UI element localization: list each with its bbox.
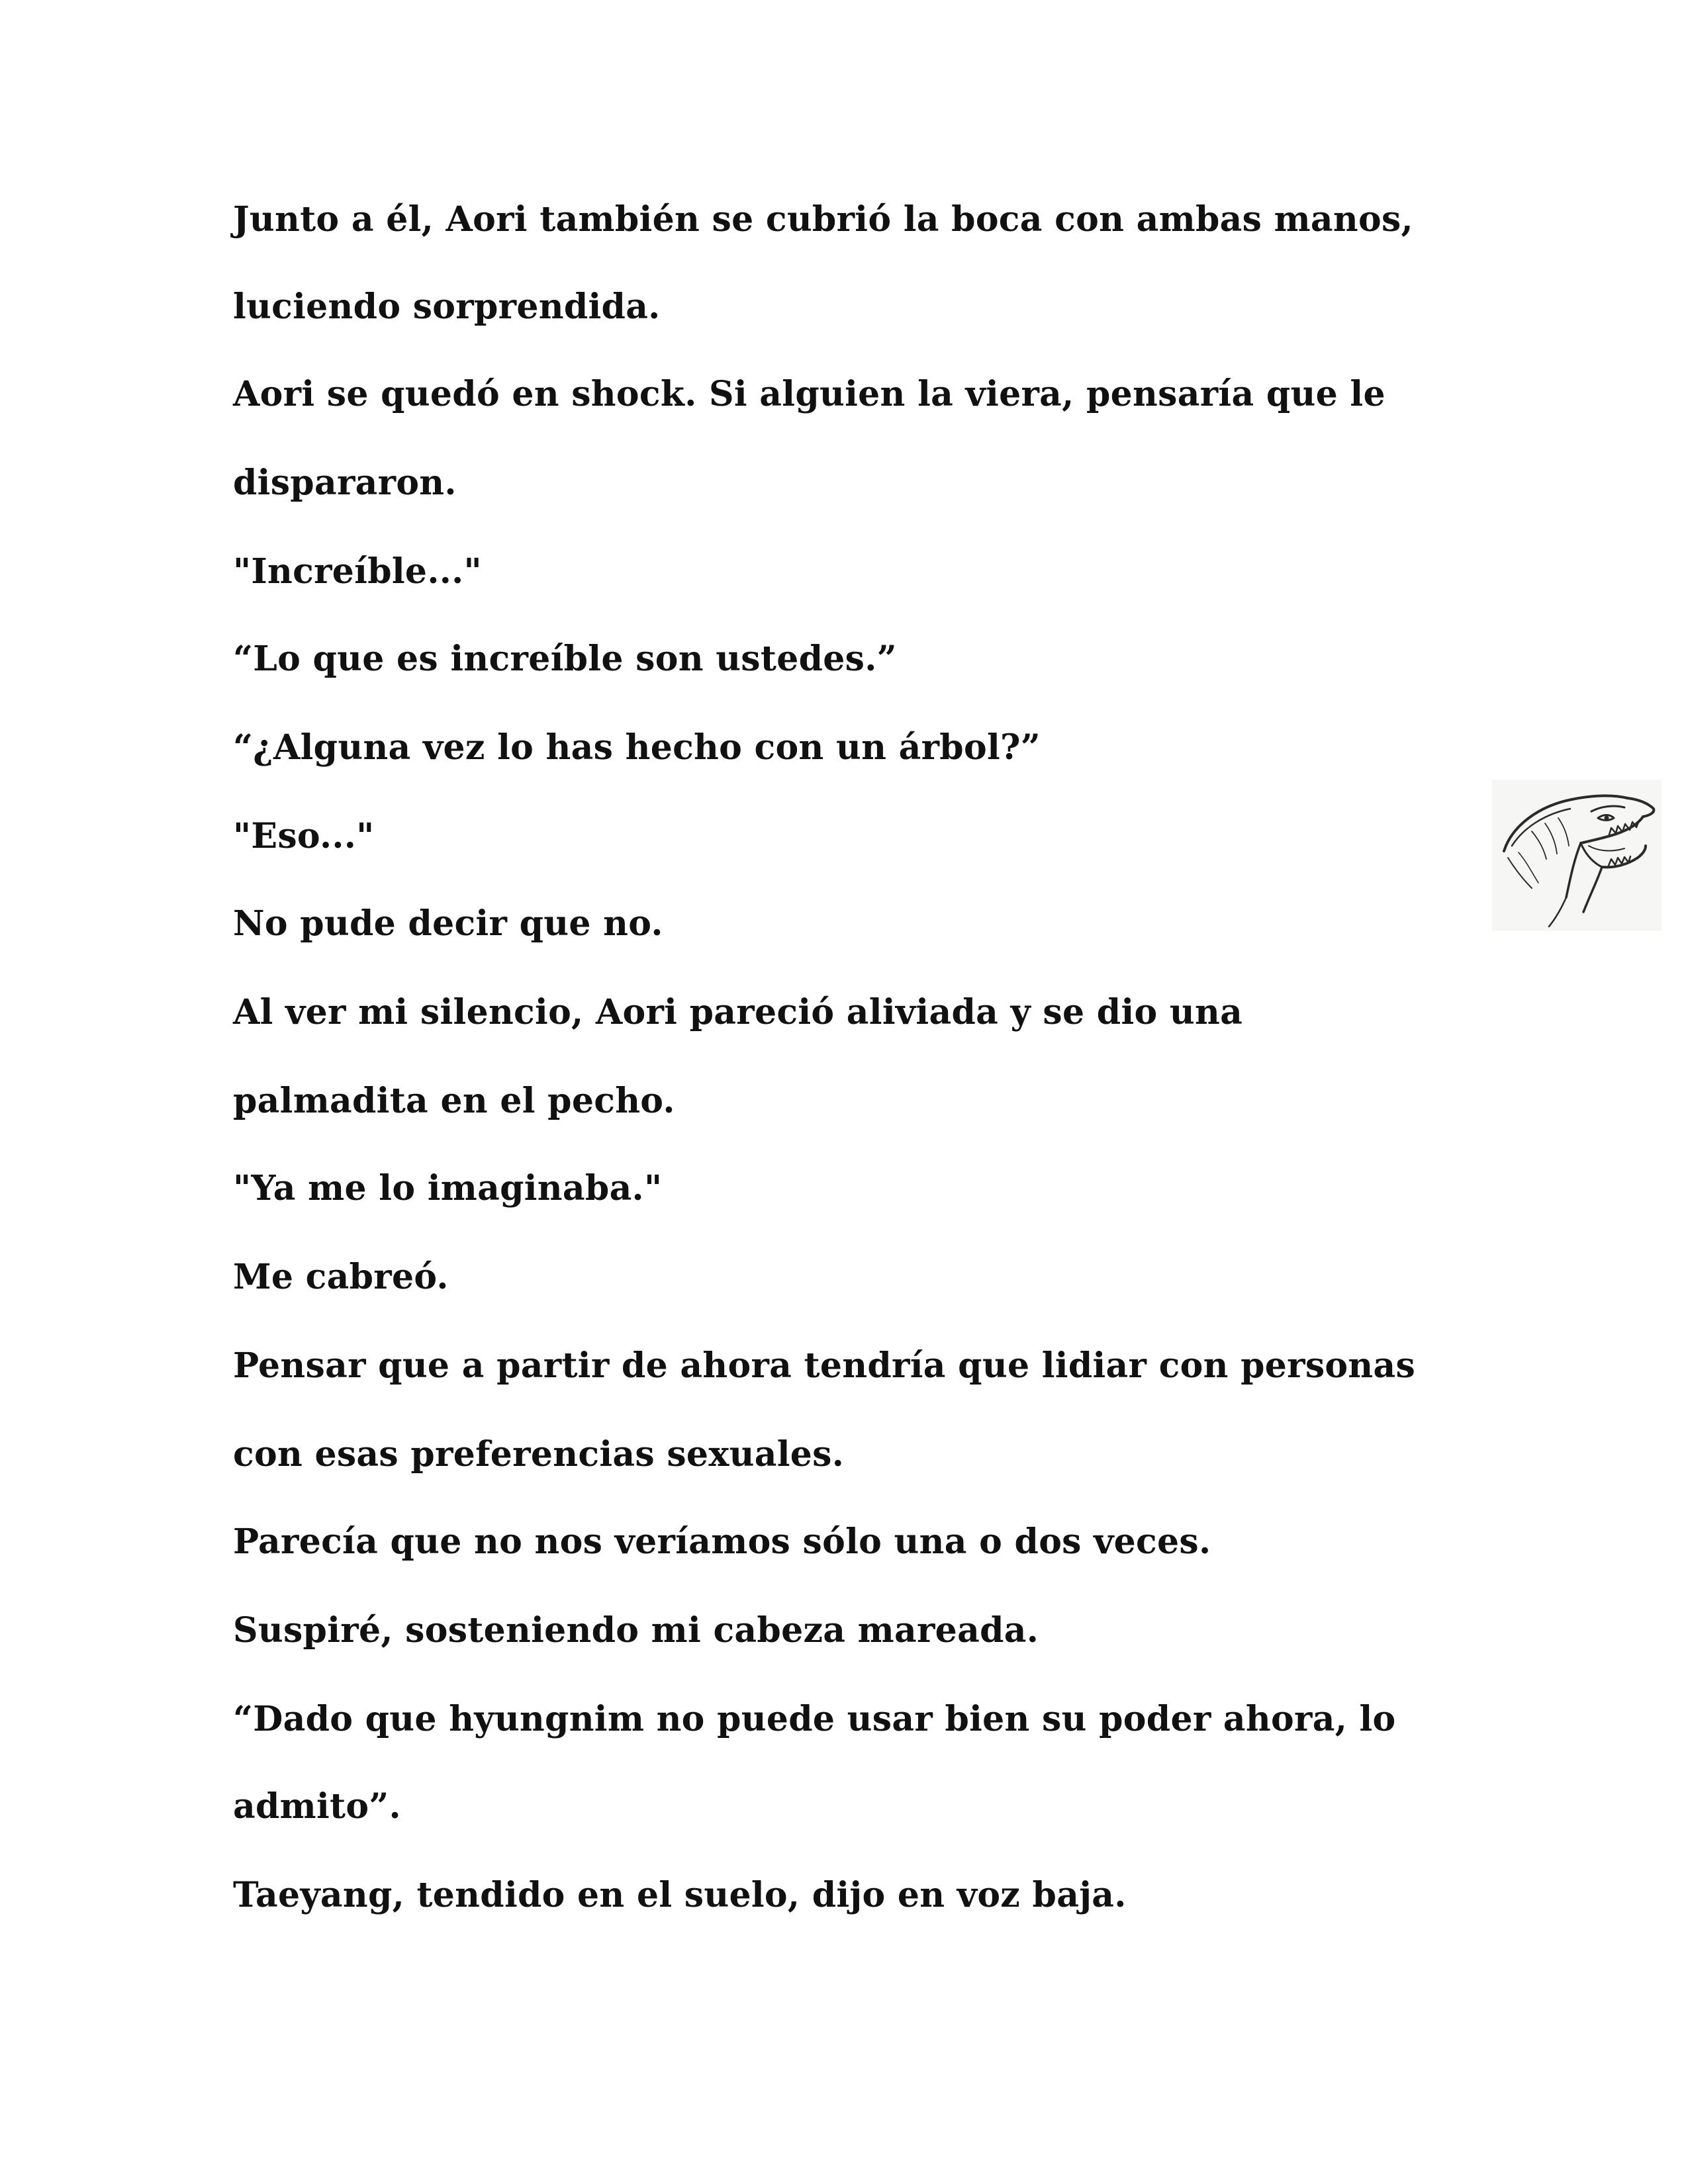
text-line: Me cabreó. xyxy=(233,1257,449,1297)
text-line: Suspiré, sosteniendo mi cabeza mareada. xyxy=(233,1610,1039,1651)
text-line: No pude decir que no. xyxy=(233,903,663,944)
text-line: Aori se quedó en shock. Si alguien la viera, pensaría que le xyxy=(233,374,1385,414)
text-line: dispararon. xyxy=(233,463,457,503)
text-line: Al ver mi silencio, Aori pareció aliviada y se dio una xyxy=(233,992,1243,1032)
text-line: luciendo sorprendida. xyxy=(233,287,661,327)
text-line: con esas preferencias sexuales. xyxy=(233,1434,845,1475)
text-line: “Lo que es increíble son ustedes.” xyxy=(233,639,897,679)
text-line: "Ya me lo imaginaba." xyxy=(233,1168,663,1208)
text-line: palmadita en el pecho. xyxy=(233,1081,675,1121)
text-line: Pensar que a partir de ahora tendría que lidiar con personas xyxy=(233,1345,1416,1386)
text-line: “Dado que hyungnim no puede usar bien su poder ahora, lo xyxy=(233,1699,1396,1739)
text-line: Taeyang, tendido en el suelo, dijo en voz baja. xyxy=(233,1875,1127,1915)
text-line: "Eso..." xyxy=(233,816,375,856)
text-line: “¿Alguna vez lo has hecho con un árbol?” xyxy=(233,727,1041,768)
text-line: Junto a él, Aori también se cubrió la boca con ambas manos, xyxy=(233,199,1413,240)
text-line: "Increíble..." xyxy=(233,551,482,592)
text-line: admito”. xyxy=(233,1786,401,1827)
dinosaur-head-icon xyxy=(1492,780,1662,931)
text-line: Parecía que no nos veríamos sólo una o dos veces. xyxy=(233,1522,1211,1562)
